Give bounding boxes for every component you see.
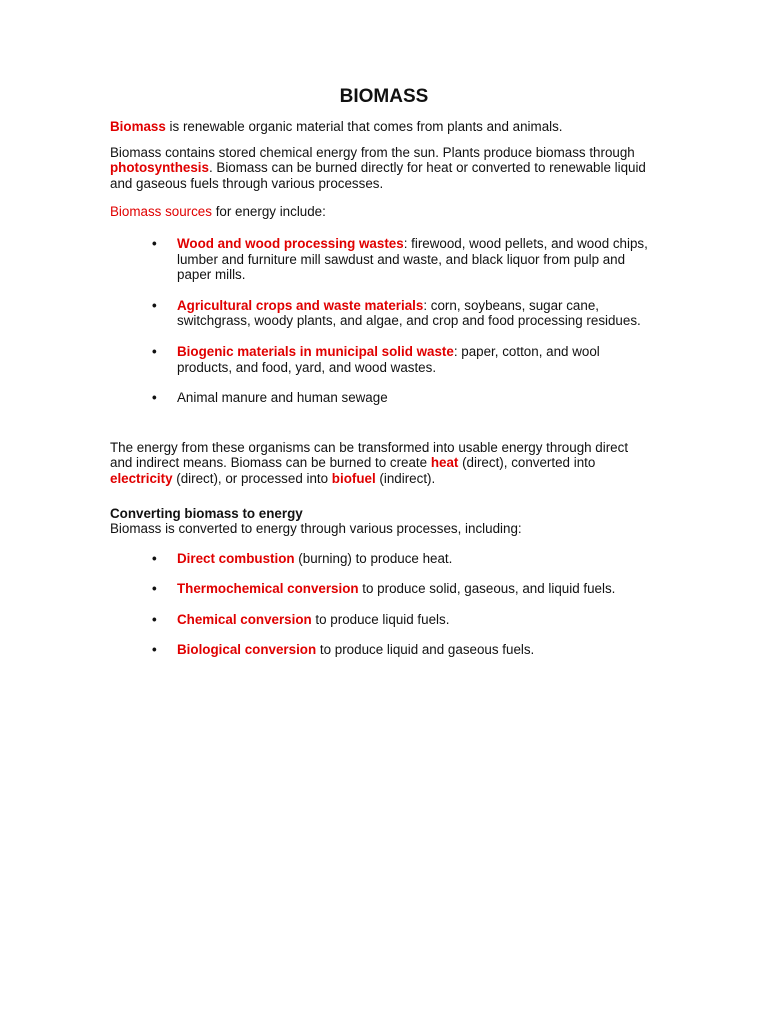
term-photosynthesis: photosynthesis — [110, 160, 209, 176]
source-term: Agricultural crops and waste materials — [177, 297, 424, 313]
intro-paragraph — [110, 119, 650, 135]
conversion-text: to produce liquid fuels. — [311, 611, 450, 627]
list-item — [110, 612, 650, 628]
intro-text: is renewable organic material that comes from plants and animals. — [165, 119, 563, 134]
para3-a: The energy from these organisms can be transformed into usable energy through direct and indirect means. Biomass can be burned to create — [110, 439, 629, 471]
source-text: : firewood, wood pellets, and wood chips, lumber and furniture mill sawdust and waste, and black liquor from pulp and paper mills. — [177, 235, 648, 283]
bullet-icon: • — [152, 235, 157, 251]
list-item — [110, 551, 650, 567]
source-text: Animal manure and human sewage — [177, 390, 388, 406]
term-heat: heat — [430, 455, 459, 471]
term-biofuel: biofuel — [331, 470, 376, 486]
bullet-icon: • — [152, 611, 157, 627]
sources-intro-text: for energy include: — [211, 204, 326, 220]
term-biomass: Biomass — [110, 119, 166, 134]
converting-intro: Biomass is converted to energy through various processes, including: — [110, 521, 522, 537]
para3-c: (direct), or processed into — [172, 470, 332, 486]
conversion-text: to produce solid, gaseous, and liquid fuels. — [358, 581, 616, 597]
list-item — [110, 581, 650, 597]
conversion-term: Direct combustion — [177, 550, 295, 566]
bullet-icon: • — [152, 550, 157, 566]
conversion-term: Chemical conversion — [177, 611, 312, 627]
list-item — [110, 236, 650, 283]
source-text: : paper, cotton, and wool products, and food, yard, and wood wastes. — [177, 343, 600, 375]
term-biomass-sources: Biomass sources — [110, 204, 212, 220]
bullet-icon: • — [152, 390, 157, 406]
source-term: Biogenic materials in municipal solid waste — [177, 343, 454, 359]
para2-after: . Biomass can be burned directly for heat or converted to renewable liquid and gaseous fuels through various processes. — [110, 160, 646, 191]
source-text: : corn, soybeans, sugar cane, switchgrass, woody plants, and algae, and crop and food processing residues. — [177, 297, 641, 329]
sources-intro — [110, 204, 650, 220]
para2-before: Biomass contains stored chemical energy from the sun. Plants produce biomass through — [110, 144, 635, 160]
conversion-text: (burning) to produce heat. — [294, 550, 453, 566]
sources-list — [110, 236, 650, 406]
para3-d: (indirect). — [375, 470, 436, 486]
para3-b: (direct), converted into — [458, 455, 596, 471]
converting-heading: Converting biomass to energy — [110, 505, 303, 521]
document-body — [110, 86, 650, 658]
page-title: BIOMASS — [339, 86, 429, 107]
bullet-icon: • — [152, 343, 157, 359]
conversion-text: to produce liquid and gaseous fuels. — [316, 642, 535, 658]
photosynthesis-paragraph — [110, 145, 650, 192]
conversion-term: Biological conversion — [177, 642, 317, 658]
term-electricity: electricity — [110, 470, 173, 486]
bullet-icon: • — [152, 297, 157, 313]
list-item — [110, 298, 650, 329]
conversion-term: Thermochemical conversion — [177, 581, 359, 597]
list-item — [110, 642, 650, 658]
source-term: Wood and wood processing wastes — [177, 235, 404, 251]
energy-paragraph — [110, 440, 650, 487]
list-item — [110, 344, 650, 375]
list-item — [110, 390, 650, 406]
bullet-icon: • — [152, 642, 157, 658]
conversion-list — [110, 551, 650, 658]
bullet-icon: • — [152, 581, 157, 597]
